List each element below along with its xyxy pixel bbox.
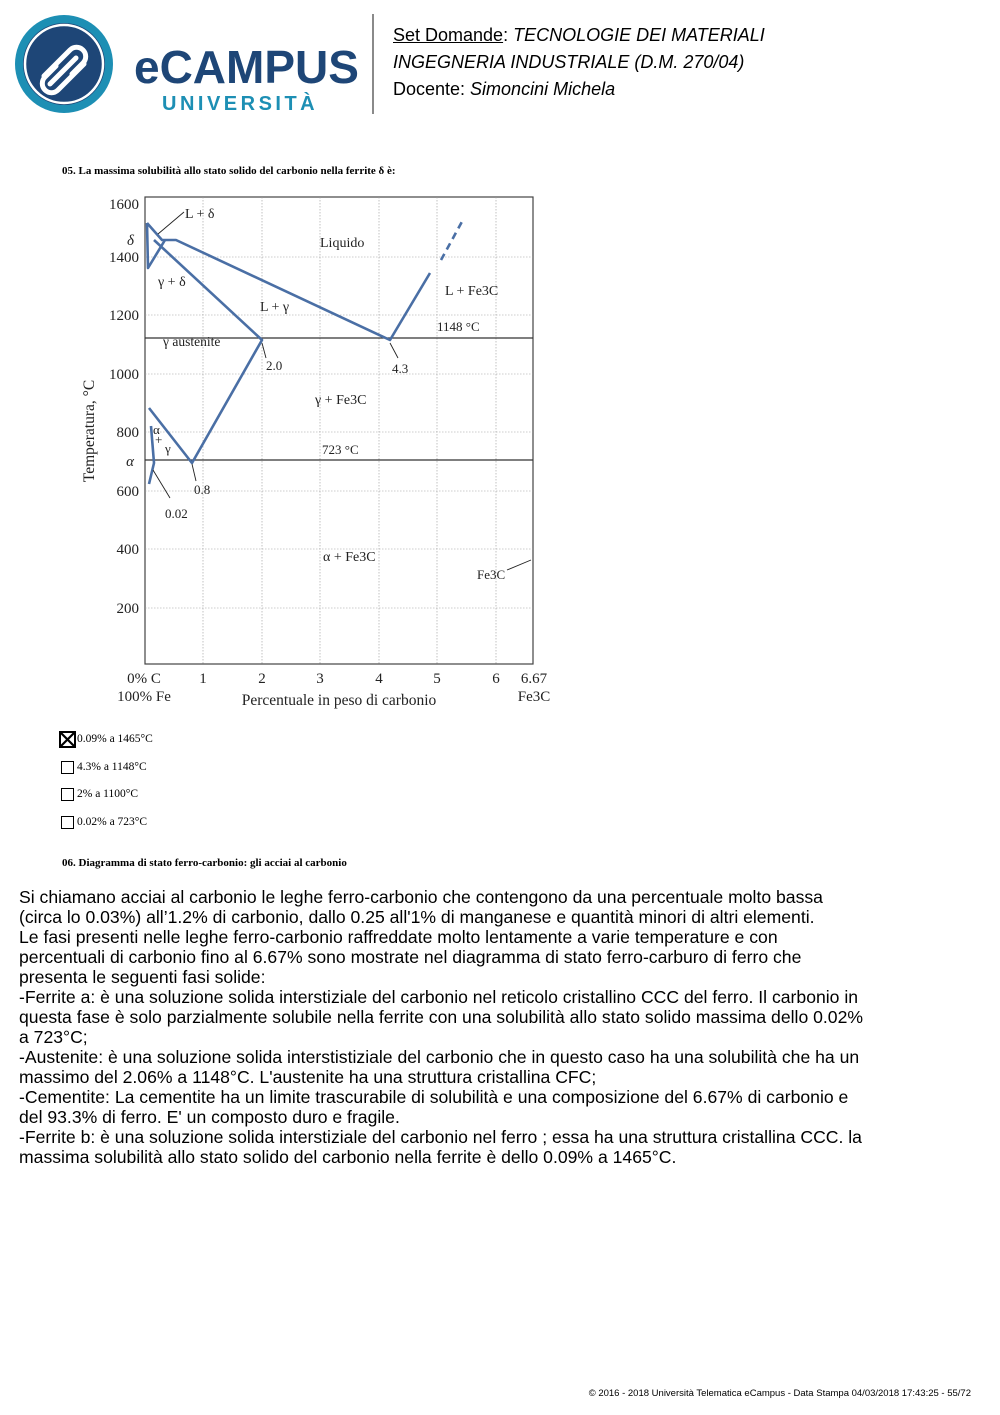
- label-l-delta: L + δ: [185, 207, 215, 222]
- label-alpha-gamma-alpha: α: [153, 422, 160, 437]
- label-2-0: 2.0: [266, 358, 283, 373]
- option-label: 0.09% a 1465°C: [77, 733, 153, 745]
- y-tick-label: 1000: [109, 367, 139, 383]
- y-tick-label: 600: [116, 484, 139, 500]
- x-tick-label: 5: [433, 671, 441, 687]
- teacher-label: Docente:: [393, 79, 471, 99]
- label-0-02: 0.02: [165, 506, 188, 521]
- x-tick-label: 4: [375, 671, 383, 687]
- y-tick-label: 1600: [109, 197, 139, 213]
- header-info: Set Domande: TECNOLOGIE DEI MATERIALI INGEGNERIA INDUSTRIALE (D.M. 270/04) Docente: Simoncini Michela: [393, 25, 765, 99]
- option-1[interactable]: [61, 730, 153, 748]
- page-footer: © 2016 - 2018 Università Telematica eCampus - Data Stampa 04/03/2018 17:43:25 - 55/72: [588, 1388, 971, 1399]
- delta-axis-mark: δ: [127, 233, 134, 249]
- y-tick-labels: [109, 197, 139, 617]
- alpha-axis-mark: α: [126, 454, 134, 470]
- option-label: 2% a 1100°C: [77, 788, 139, 800]
- y-axis-label: Temperatura, °C: [81, 379, 98, 483]
- header-divider: [372, 14, 374, 114]
- x-end-sublabel: Fe3C: [517, 689, 551, 705]
- x-tick-label: 2: [258, 671, 266, 687]
- iron-carbon-phase-diagram: [72, 188, 562, 718]
- x-origin-sublabel: 100% Fe: [117, 689, 171, 705]
- question-05-title: 05. La massima solubilità allo stato solido del carbonio nella ferrite δ è:: [62, 165, 396, 177]
- x-tick-label: 1: [199, 671, 207, 687]
- x-tick-labels: [117, 671, 550, 709]
- option-3[interactable]: [61, 785, 138, 803]
- logo-text: eCAMPUS: [134, 41, 359, 93]
- label-alpha-gamma-plus: +: [155, 432, 163, 447]
- label-liquid: Liquido: [320, 236, 365, 251]
- degree-name: INGEGNERIA INDUSTRIALE (D.M. 270/04): [393, 52, 745, 72]
- label-723: 723 °C: [322, 442, 359, 457]
- checkbox[interactable]: [61, 788, 74, 801]
- y-tick-label: 1400: [109, 250, 139, 266]
- cross-mark-icon: [58, 730, 77, 749]
- set-label: Set Domande: [393, 25, 504, 45]
- y-tick-label: 800: [116, 425, 139, 441]
- ecampus-logo: [14, 14, 359, 118]
- x-origin-label: 0% C: [127, 671, 161, 687]
- question-06-answer: Si chiamano acciai al carbonio le leghe ferro-carbonio che contengono da una percentuale molto bassa (circa lo 0.03%) all’1.2% di carbonio, dallo 0.25 all'1% di manganese e quantità minori di altri elementi. Le fasi presenti nelle leghe ferro-carbonio raffreddate molto lentamente a varie temperature e con percentuali di carbonio fino al 6.67% sono mostrate nel diagramma di stato ferro-carburo di ferro che presenta le seguenti fasi solide: -Ferrite a: è una soluzione solida interstiziale del carbonio nel reticolo cristallino CCC del ferro. Il carbonio in questa fase è solo parzialmente solubile nella ferrite con una solubilità allo stato solido massima dello 0.02% a 723°C; -Austenite: è una soluzione solida interstistiziale del carbonio che in questo caso ha una solubilità che ha un massimo del 2.06% a 1148°C. L'austenite ha una struttura cristallina CFC; -Cementite: La cementite ha un limite trascurabile di solubilità e una composizione del 6.67% di carbonio e del 93.3% di ferro. E' un composto duro e fragile. -Ferrite b: è una soluzione solida interstiziale del carbonio nel ferro ; essa ha una struttura cristallina CCC. la massima solubilità allo stato solido del carbonio nella ferrite è dello 0.09% a 1465°C.: [19, 887, 864, 1167]
- label-1148: 1148 °C: [437, 319, 480, 334]
- y-tick-label: 400: [116, 542, 139, 558]
- label-gamma-delta: γ + δ: [158, 275, 186, 290]
- label-0-8: 0.8: [194, 482, 211, 497]
- label-l-fe3c: L + Fe3C: [445, 284, 499, 299]
- option-2[interactable]: [61, 758, 147, 776]
- checkbox[interactable]: [61, 761, 74, 774]
- x-tick-label: 6: [492, 671, 500, 687]
- label-gamma-fe3c: γ + Fe3C: [315, 393, 367, 408]
- y-tick-label: 200: [116, 601, 139, 617]
- option-label: 4.3% a 1148°C: [77, 761, 147, 773]
- option-4[interactable]: [61, 813, 147, 831]
- label-alpha-fe3c: α + Fe3C: [323, 550, 376, 565]
- course-name: TECNOLOGIE DEI MATERIALI: [513, 25, 765, 45]
- x-axis-label: Percentuale in peso di carbonio: [241, 692, 437, 709]
- checkbox[interactable]: [61, 816, 74, 829]
- teacher-name: Simoncini Michela: [470, 79, 616, 99]
- label-4-3: 4.3: [392, 361, 409, 376]
- logo-subtitle: UNIVERSITÀ: [162, 93, 319, 115]
- label-austenite: γ austenite: [163, 334, 221, 349]
- label-l-gamma: L + γ: [260, 300, 290, 315]
- y-tick-label: 1200: [109, 308, 139, 324]
- checkbox-checked[interactable]: [59, 731, 76, 748]
- option-label: 0.02% a 723°C: [77, 816, 148, 828]
- x-tick-label: 3: [316, 671, 324, 687]
- x-tick-label: 6.67: [520, 671, 548, 687]
- label-fe3c: Fe3C: [477, 567, 506, 582]
- question-06-title: 06. Diagramma di stato ferro-carbonio: gli acciai al carbonio: [62, 857, 347, 869]
- label-alpha-gamma-gamma: γ: [165, 441, 171, 456]
